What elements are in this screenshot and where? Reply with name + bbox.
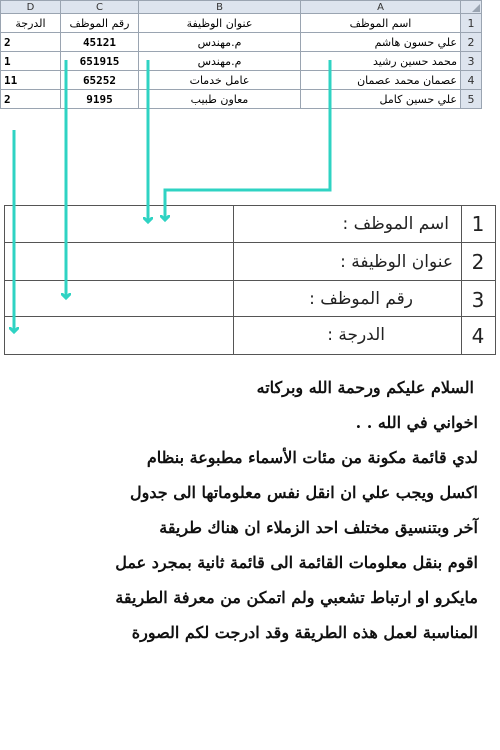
column-letter-d[interactable]: D bbox=[1, 1, 61, 14]
column-letter-b[interactable]: B bbox=[139, 1, 301, 14]
header-job-cell[interactable]: عنوان الوظيفة bbox=[139, 14, 301, 33]
message-line: السلام عليكم ورحمة الله وبركاته bbox=[256, 378, 474, 397]
spreadsheet-table bbox=[0, 0, 482, 109]
id-cell[interactable]: 651915 bbox=[61, 52, 139, 71]
message-body bbox=[13, 370, 478, 650]
grade-cell[interactable]: 1 bbox=[1, 52, 61, 71]
column-header-row bbox=[1, 1, 482, 14]
form-label-name: اسم الموظف : bbox=[342, 214, 449, 234]
row-number[interactable]: 5 bbox=[461, 90, 482, 109]
table-row bbox=[1, 14, 482, 33]
id-cell[interactable]: 45121 bbox=[61, 33, 139, 52]
job-cell[interactable]: م.مهندس bbox=[139, 52, 301, 71]
form-value-grade[interactable] bbox=[6, 318, 232, 352]
message-line: المناسبة لعمل هذه الطريقة وقد ادرجت لكم الصورة bbox=[131, 623, 478, 642]
select-all-corner[interactable] bbox=[461, 1, 482, 14]
header-grade-cell[interactable]: الدرجة bbox=[1, 14, 61, 33]
select-all-triangle-icon bbox=[472, 4, 480, 12]
header-name-cell[interactable]: اسم الموظف bbox=[301, 14, 461, 33]
message-line: آخر وبتنسيق مختلف احد الزملاء ان هناك طريقة bbox=[159, 518, 478, 537]
name-cell[interactable]: عصمان محمد عصمان bbox=[301, 71, 461, 90]
job-cell[interactable]: معاون طبيب bbox=[139, 90, 301, 109]
form-divider bbox=[5, 280, 495, 281]
grade-cell[interactable]: 11 bbox=[1, 71, 61, 90]
form-row-number: 4 bbox=[471, 324, 485, 348]
grade-cell[interactable]: 2 bbox=[1, 33, 61, 52]
message-line: لدي قائمة مكونة من مئات الأسماء مطبوعة بنظام bbox=[146, 448, 478, 467]
row-number[interactable]: 3 bbox=[461, 52, 482, 71]
table-row bbox=[1, 33, 482, 52]
form-divider bbox=[5, 316, 495, 317]
form-label-grade: الدرجة : bbox=[327, 325, 385, 345]
header-id-cell[interactable]: رقم الموظف bbox=[61, 14, 139, 33]
form-value-job[interactable] bbox=[6, 244, 232, 279]
table-row bbox=[1, 71, 482, 90]
form-row-number: 2 bbox=[471, 250, 485, 274]
target-form-table bbox=[4, 205, 496, 355]
message-line: اقوم بنقل معلومات القائمة الى قائمة ثانية بمجرد عمل bbox=[115, 553, 478, 572]
id-cell[interactable]: 9195 bbox=[61, 90, 139, 109]
column-letter-c[interactable]: C bbox=[61, 1, 139, 14]
form-row-number: 1 bbox=[471, 212, 485, 236]
message-line: اخواني في الله . . bbox=[355, 413, 478, 432]
form-row-number: 3 bbox=[471, 288, 485, 312]
row-number[interactable]: 1 bbox=[461, 14, 482, 33]
job-cell[interactable]: م.مهندس bbox=[139, 33, 301, 52]
form-divider bbox=[5, 242, 495, 243]
form-label-id: رقم الموظف : bbox=[309, 289, 413, 309]
form-value-id[interactable] bbox=[6, 282, 232, 315]
form-value-name[interactable] bbox=[6, 207, 232, 241]
job-cell[interactable]: عامل خدمات bbox=[139, 71, 301, 90]
table-row bbox=[1, 52, 482, 71]
message-line: اكسل ويجب علي ان انقل نفس معلوماتها الى جدول bbox=[130, 483, 478, 502]
form-label-job: عنوان الوظيفة : bbox=[340, 252, 453, 272]
row-number[interactable]: 2 bbox=[461, 33, 482, 52]
name-cell[interactable]: محمد حسين رشيد bbox=[301, 52, 461, 71]
message-line: مايكرو او ارتباط تشعبي ولم اتمكن من معرفة الطريقة bbox=[115, 588, 478, 607]
id-cell[interactable]: 65252 bbox=[61, 71, 139, 90]
spreadsheet-grid bbox=[0, 0, 500, 140]
column-letter-a[interactable]: A bbox=[301, 1, 461, 14]
row-number[interactable]: 4 bbox=[461, 71, 482, 90]
table-row bbox=[1, 90, 482, 109]
name-cell[interactable]: علي حسين كامل bbox=[301, 90, 461, 109]
name-cell[interactable]: علي حسون هاشم bbox=[301, 33, 461, 52]
grade-cell[interactable]: 2 bbox=[1, 90, 61, 109]
